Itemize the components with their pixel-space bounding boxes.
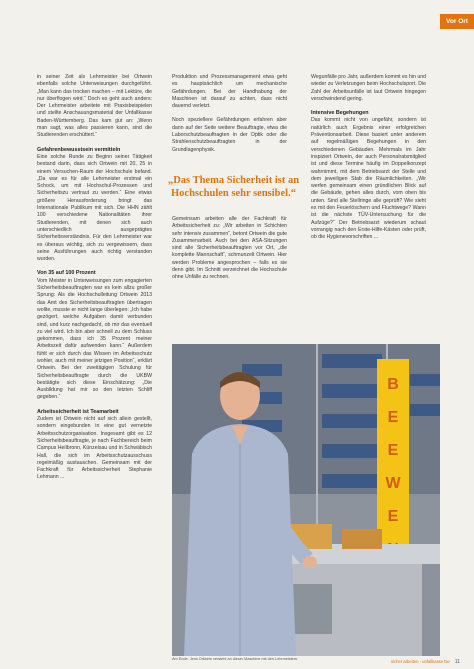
paragraph: Vom Meister in Unterweisungen zum engagierten Sicherheitsbeauftragten war es kein allzu großer Sprung: Als die Hochschulleitung Ortwein 2013 das Amt des Sicherheitsbeauftragten übertragen wollte, musste er nicht lange überlegen: „Ich habe gezögert, welche Aufgaben damit verbunden sind, und kurz nachgedacht, ob mir das eventuell zu viel wird. Ich bin aber schnell zu dem Schluss gekommen, dass ich 35 Prozent meiner Arbeitszeit dafür aufwenden kann.“ Außerdem fühlt er sich durch das Wissen im Arbeitsschutz wohler, auch mit meiner jetzigen Position“, erklärt Ortwein. Bei der zweitägigen Schulung für Sicherheitsbeauftragte durch die UKBW bestätigte sich diese Einschätzung: „Die Ausbildung hat mir so den letzten Schliff gegeben.“ — [37, 277, 152, 401]
paragraph: Noch speziellere Gefährdungen erfahren aber dann auf der Seite weitere Beauftragte, etwa die Laborschutzbeauftragten in der Optik oder die Strahlenschutzbeauftragten in der Grundlagenphysik. — [172, 117, 287, 153]
article-photo — [172, 344, 440, 656]
subheading: Gefahrenbewusstsein vermitteln — [37, 146, 121, 153]
paragraph: Das kommt nicht von ungefähr, sondern ist natürlich auch Ergebnis einer erfolgreichen Präventionsarbeit. Diese basiert unter anderem auf regelmäßigen Begehungen in den verschiedenen Gebäuden. Mehrmals im Jahr inspiziert Ortwein, der auch Personalratsmitglied ist und diese Termine häufig im Doppelkonzept wahrnimmt, mit dem Betriebsarzt der Stelle und dem jeweiligen Stab die Räumlichkeiten. „Wir werfen gemeinsam einen gründlichen Blick auf die Gebäude, gehen alles durch, vom oben bis unten. Sind alle Stellringe alle geprüft? Wie sieht es mit den Feuerlöschern und Fluchtwege? Wann ist die nächste TÜV-Untersuchung für die Aufzüge?“ Der Betriebsarzt wiederum schaut vorrangig nach den Erste-Hilfe-Kästen oder prüft, ob die Hygienevorschriften ... — [311, 117, 426, 241]
article-column-2 — [172, 74, 287, 174]
paragraph: Eine solche Runde zu Beginn seiner Tätigkeit bestand darin, dass sich Ortwein mit 20, 25 in einem Versuchen-Raum der Hochschule befand. „Da war es für alle Lehrmeister erstmal ein Schock, um mit Hochschul-Prozessen und Sicherheitszu vertraut zu werden.“ Eine etwas größere Herausforderung bringt das Internationale Publikum mit sich. Die HHN zählt 100 verschiedene Nationalitäten ihrer Studierenden, mit denen sich auch unterschiedlich ausgeprägtes Sicherheitsverständnis. Für den Lehrmeister war es überaus wichtig, sich zu vergewissern, dass seine Ausführungen auch richtig verstanden wurden. — [37, 153, 152, 263]
pull-quote: „Das Thema Sicherheit ist an Hochschulen sehr sensibel.“ — [167, 175, 300, 199]
article-column-2-continued — [172, 216, 287, 296]
paragraph: Wegunfälle pro Jahr, außerdem kommt es hin und wieder zu Verletzungen beim Hochschulsport. Die Zahl der Arbeitsunfälle ist laut Ortwein hingegen verschwindend gering. — [311, 74, 426, 102]
section-label: Vor Ort — [446, 18, 468, 25]
sign-letter: E — [387, 442, 399, 459]
publication-name: sicher arbeiten · unfallkasse bw — [390, 659, 450, 664]
paragraph: Gemeinsam arbeiten alle der Fachkraft für Arbeitssicherheit zu: „Wir arbeiten in Schichten sehr intensiv zusammen“, betont Ortwein die gute Zusammenarbeit. Auch bei den ASA-Sitzungen sind alle Sicherheitsbeauftragten vor Ort, „die komplette Mannschaft“, schmunzelt Ortwein. Hier werden Probleme angesprochen – falls es sie denn gibt. Im Schnitt verzeichnet die Hochschule ohne Unfälle zu rechnen. — [172, 216, 287, 281]
sign-letter: E — [387, 508, 399, 525]
paragraph: Zudem ist Ortwein nicht auf sich allein gestellt, sondern eingebunden in eine gut vernetzte Arbeitsschutzorganisation. Insgesamt gibt es 12 Sicherheitsbeauftragte, je nach Fachbereich beim Campus Heilbronn, Künzelsau und in Schwäbisch Hall, die sich im Arbeitsschutzausschuss regelmäßig austauschen. Gemeinsam mit der Fachkraft für Arbeitssicherheit Stephanie Lehmann ... — [37, 416, 152, 481]
photo-caption: Am Ende: Jens Ortwein versteht an dieser Maschine mit den Lehrmeistern. — [172, 657, 299, 661]
paragraph: in seiner Zeit als Lehrmeister bei Ortwein ebenfalls solche Unterweisungen durchgeführt. „Man kann das trocken machen – mit Lektüre, die nur überflogen wird.“ Doch es geht auch anders: Der Lehrmeister arbeitete mit Praxisbeispielen und stellte Anschauungsmaterial der Unfallkasse Baden-Württemberg. Das kam gut an: „Wenn man sagt, was alles passieren kann, sind die Studierenden erschüttert.“ — [37, 74, 152, 139]
article-column-3 — [311, 74, 426, 344]
article-column-1 — [37, 74, 152, 622]
subheading: Von 35 auf 100 Prozent — [37, 270, 96, 277]
section-tab — [440, 14, 474, 29]
page-footer — [391, 659, 460, 665]
subheading: Intensive Begehungen — [311, 110, 369, 117]
sign-letter: W — [385, 475, 401, 492]
sign-letter: B — [387, 376, 399, 393]
subheading: Arbeitssicherheit ist Teamarbeit — [37, 408, 119, 415]
page-number: 11 — [454, 659, 460, 665]
photo-illustration — [172, 344, 440, 656]
sign-letter: E — [387, 409, 399, 426]
paragraph: Produktion und Prozessmanagement etwa geht es hauptsächlich um mechanische Gefährdungen. Bei der Handhabung der Maschinen ist darauf zu achten, dass nicht dauernd verletzt. — [172, 74, 287, 110]
